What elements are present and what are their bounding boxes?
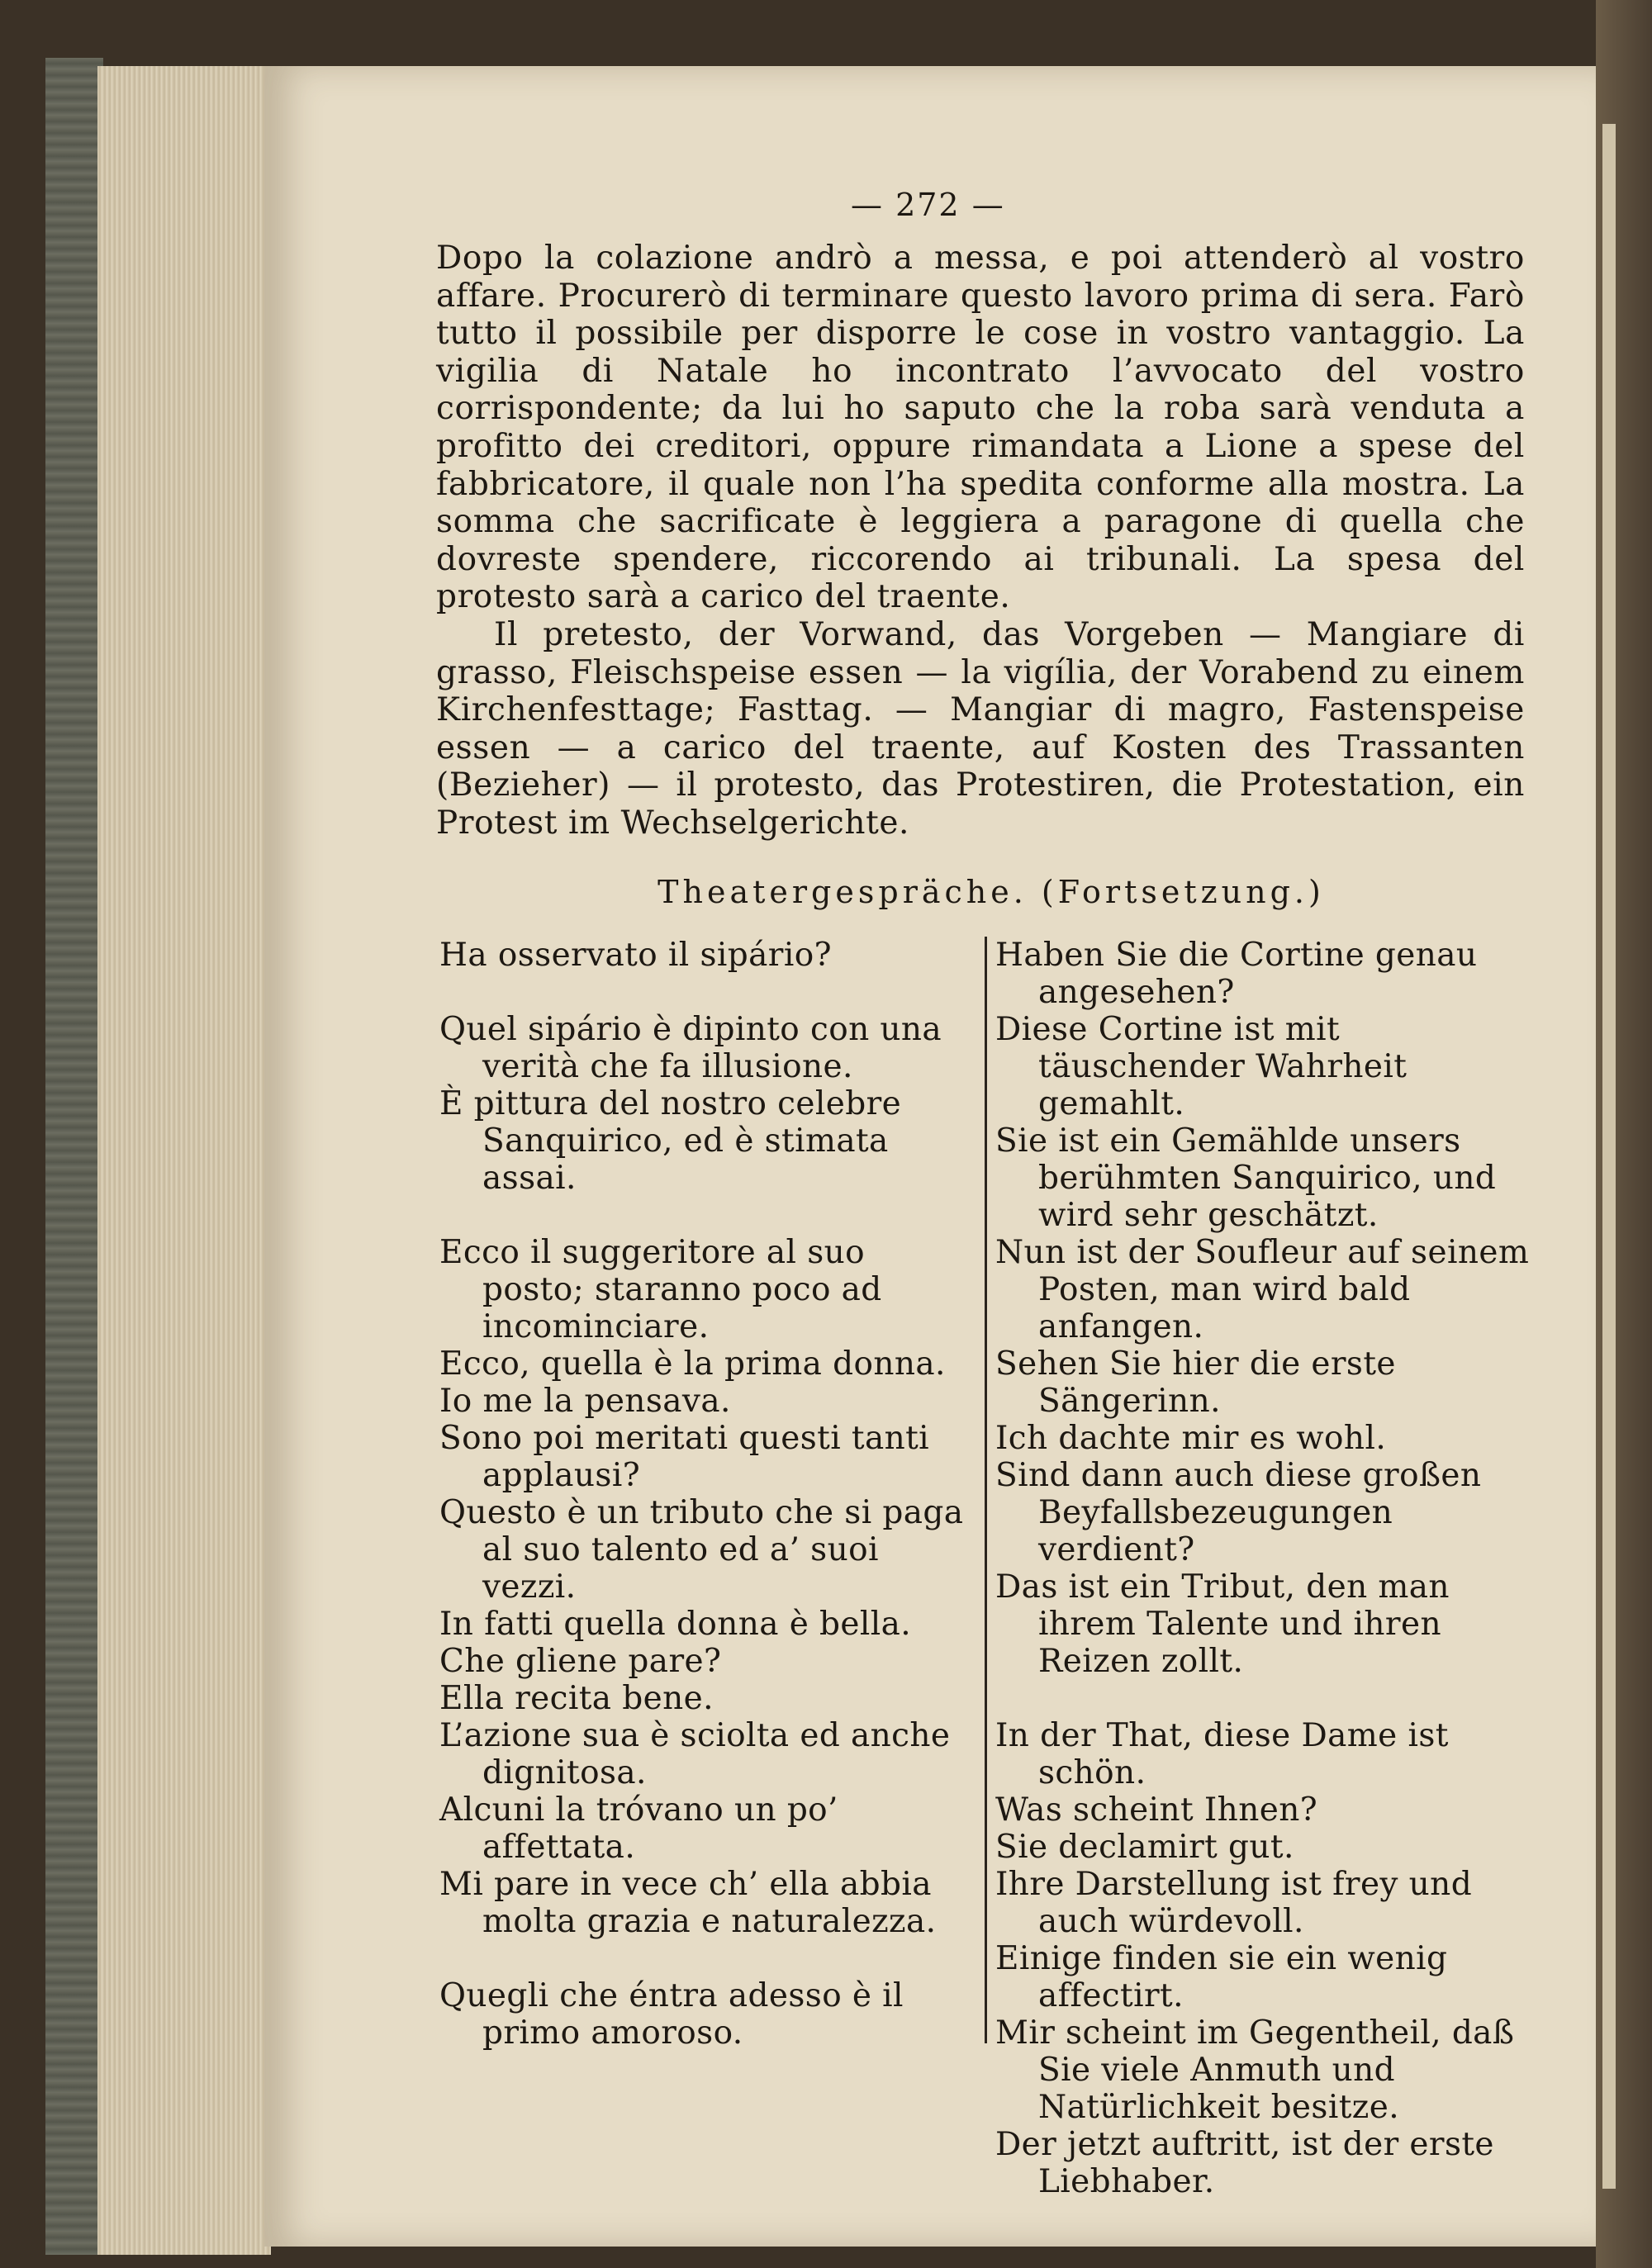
german-column bbox=[995, 937, 1540, 2200]
german-line: Sehen Sie hier die erste Sängerinn. bbox=[995, 1345, 1396, 1420]
german-line: Haben Sie die Cortine genau angesehen? bbox=[995, 937, 1478, 1011]
german-line: Sie ist ein Gemählde unsers berühmten Sanquirico, und wird sehr geschätzt. bbox=[995, 1122, 1497, 1234]
italian-line: Ecco il suggeritore al suo posto; staranno poco ad incominciare. bbox=[439, 1234, 882, 1345]
german-line: Was scheint Ihnen? bbox=[995, 1791, 1318, 1829]
italian-line: Alcuni la tróvano un po’ affettata. bbox=[439, 1791, 838, 1866]
german-line: Mir scheint im Gegentheil, daß Sie viele Anmuth und Natürlichkeit besitze. bbox=[995, 2014, 1515, 2126]
column-divider bbox=[985, 937, 987, 2043]
prose-block bbox=[436, 240, 1525, 842]
german-line: Diese Cortine ist mit täuschender Wahrheit gemahlt. bbox=[995, 1011, 1408, 1122]
german-line: In der That, diese Dame ist schön. bbox=[995, 1717, 1449, 1791]
italian-line: Quel sipário è dipinto con una verità che fa illusione. bbox=[439, 1011, 942, 1085]
german-line: Ich dachte mir es wohl. bbox=[995, 1420, 1387, 1457]
italian-line: Ha osservato il sipário? bbox=[439, 937, 832, 974]
italian-line: Quegli che éntra adesso è il primo amoroso. bbox=[439, 1977, 904, 2052]
italian-column bbox=[439, 937, 975, 2052]
italian-line: È pittura del nostro celebre Sanquirico, ed è stimata assai. bbox=[439, 1085, 902, 1197]
prose-paragraph: Dopo la colazione andrò a messa, e poi attenderò al vostro affare. Procurerò di terminare questo lavoro prima di sera. Farò tutto il possibile per disporre le cose in vostro vantaggio. La vigilia di Natale ho incontrato l’avvocato del vostro corrispondente; da lui ho saputo che la roba sarà venduta a profitto dei creditori, oppure rimandata a Lione a spese del fabbricatore, il quale non l’ha spedita conforme alla mostra. La somma che sacrificate è leggiera a paragone di quella che dovreste spendere, riccorendo ai tribunali. La spesa del protesto sarà a carico del traente. bbox=[436, 240, 1525, 616]
german-line: Ihre Darstellung ist frey und auch würdevoll. bbox=[995, 1866, 1473, 1940]
italian-line: Questo è un tributo che si paga al suo talento ed a’ suoi vezzi. bbox=[439, 1494, 964, 1606]
italian-line: Ecco, quella è la prima donna. bbox=[439, 1345, 946, 1383]
german-line: Sie declamirt gut. bbox=[995, 1829, 1294, 1866]
italian-line: Sono poi meritati questi tanti applausi? bbox=[439, 1420, 930, 1494]
german-line: Sind dann auch diese großen Beyfallsbezeugungen verdient? bbox=[995, 1457, 1482, 1568]
book-spine bbox=[45, 58, 103, 2255]
italian-line: Che gliene pare? bbox=[439, 1643, 722, 1680]
italian-line: Mi pare in vece ch’ ella abbia molta grazia e naturalezza. bbox=[439, 1866, 937, 1940]
page-edges bbox=[97, 66, 271, 2255]
italian-line: Io me la pensava. bbox=[439, 1383, 731, 1420]
section-title: Theatergespräche. (Fortsetzung.) bbox=[657, 874, 1325, 910]
german-line: Der jetzt auftritt, ist der erste Liebhaber. bbox=[995, 2126, 1494, 2200]
vocabulary-paragraph: Il pretesto, der Vorwand, das Vorgeben — Mangiare di grasso, Fleischspeise essen — la vigília, der Vorabend zu einem Kirchenfesttage; Fasttag. — Mangiar di magro, Fastenspeise essen — a carico del traente, auf Kosten des Trassanten (Bezieher) — il protesto, das Protestiren, die Protestation, ein Protest im Wechselgerichte. bbox=[436, 615, 1525, 842]
italian-line: Ella recita bene. bbox=[439, 1680, 714, 1717]
italian-line: In fatti quella donna è bella. bbox=[439, 1606, 912, 1643]
facing-page-edge bbox=[1602, 124, 1616, 2189]
german-line: Nun ist der Soufleur auf seinem Posten, man wird bald anfangen. bbox=[995, 1234, 1530, 1345]
page-number: — 272 — bbox=[851, 187, 1005, 223]
italian-line: L’azione sua è sciolta ed anche dignitosa. bbox=[439, 1717, 951, 1791]
german-line: Das ist ein Tribut, den man ihrem Talente und ihren Reizen zollt. bbox=[995, 1568, 1450, 1680]
german-line: Einige finden sie ein wenig affectirt. bbox=[995, 1940, 1448, 2014]
